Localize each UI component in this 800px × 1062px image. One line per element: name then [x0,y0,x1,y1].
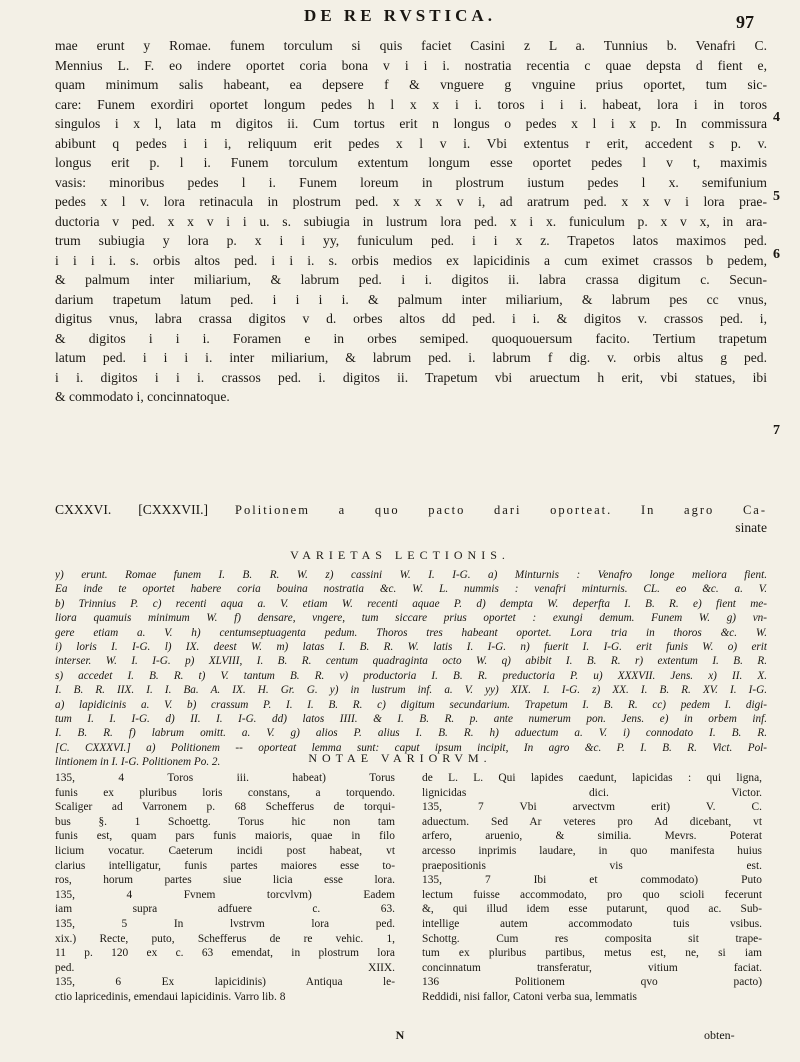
note-line: arcesso inprimis laudare, in quo manifesta huius [422,844,762,857]
text-line: & commodato i, concinnatoque. [55,389,230,404]
text-line: & palmum inter miliarium, & labrum ped. i i. digitos ii. labra crassa digitum c. Secun- [55,272,767,287]
text-line: vasis: minoribus pedes l i. Funem loreum in plostrum iustum pedes l x. semifunium [55,174,767,190]
variant-line: I. B. R. f) labrum omitt. a. V. g) alios P. alius I. B. R. h) aduectum a. V. i) connodato I. B. R. [55,727,767,740]
variant-line: y) erunt. Romae funem I. B. R. W. z) cassini W. I. I-G. a) Minturnis : Venafro longe meliora fient. [55,569,767,581]
note-line: aduectum. Sed Ar veteres pro Ad dicebant, vt [422,815,762,828]
variant-line: gere etiam a. V. h) centumseptuagenta pedum. Thoros tres habeant oportet. Lora tria in thoros &c. W. [55,626,767,639]
note-line: clarius intelligatur, funis partes maiores esse to- [55,859,395,872]
note-line: 135, 7 Vbi arvectvm erit) V. C. [422,801,762,814]
text-line: Mennius L. F. eo indere oportet coria bona v i i i. nostratia recentia c quae depsta d fient e, [55,57,767,73]
notes-heading: NOTAE VARIORVM. [308,751,492,765]
note-line: lignicidas dici. Victor. [422,786,762,799]
note-line: 135, 4 Toros iii. habeat) Torus [55,772,395,784]
text-line: longus erit p. l i. Funem torculum extentum longum esse oportet pedes l v t, maximis [55,155,767,170]
text-line: darium trapetum latum ped. i i i i. & palmum inter miliarium, & labrum pes cc vnus, [55,291,767,307]
note-line: xix.) Recte, puto, Schefferus de re vehic. 1, [55,932,395,945]
variant-readings [55,568,767,769]
variant-line: b) Trinnius P. c) recenti aqua a. V. etiam W. recenti aquae P. d) dempta W. deperfta I. B. R. e) fient me- [55,597,767,610]
note-line: 135, 6 Ex lapicidinis) Antiqua le- [55,976,395,989]
section-opening: Politionem a quo pacto dari oporteat. In agro Ca- [235,503,768,517]
variant-line: a) lapidicinis a. V. b) crassum P. I. I. B. R. c) digitum secundarium. Trapetum I. B. R. cc) pedem I. digi- [55,698,767,711]
note-line: 135, 5 In lvstrvm lora ped. [55,917,395,930]
text-line: & digitos i i i. Foramen e in orbes semiped. quoquouersum facito. Tertium trapetum [55,330,767,346]
variants-heading: VARIETAS LECTIONIS. [290,548,510,562]
note-line: funis ex pluribus loris constans, a torquendo. [55,786,395,799]
variant-line: Ea inde te oportet habere coria bouina nostratia &c. W. L. nummis : venafri minturnis. CL. eo &c. a. V. [55,583,767,596]
note-line: 136 Politionem qvo pacto) [422,976,762,989]
text-line: i i. digitos i i i. crassos ped. i. digitos ii. Trapetum vbi aruectum h erit, vbi statues, ibi [55,369,767,385]
text-line: trum subiugia y lora p. x i i yy, funiculum ped. i i x z. Trapetos latos maximos ped. [55,233,767,248]
running-title: DE RE RVSTICA. [304,6,496,25]
section-heading [55,500,767,521]
variant-line: tum I. I. I-G. d) II. I. I-G. dd) latos IIII. & I. B. R. p. ante numerum pon. Jens. e) in orbem inf. [55,712,767,725]
margin-line-number: 4 [773,110,780,125]
note-line: intellige autem accommodato tuis vsibus. [422,917,762,930]
text-line: quam minimum salis habeant, ea depsere f & vnguere g vnguine prius oportet, tum sic- [55,77,767,92]
note-line: lectum fuisse accommodato, pro quo scioli fecerunt [422,888,762,901]
note-line: concinnatum transferatur, vitium faciat. [422,961,762,974]
variant-line: s) accedet I. B. R. t) V. tantum B. R. v) productoria I. B. R. preductoria P. u) XXXVII. Jens. x) II. X. [55,669,767,682]
section-continuation: sinate [735,520,767,535]
margin-line-number: 6 [773,247,780,262]
note-line: funis est, quam pars funis maioris, quae in filo [55,830,395,843]
text-line: pedes x l v. lora retinacula in plostrum ped. x x x v i, ad aratrum ped. x x v i lora prae- [55,194,767,209]
variant-line: I. B. R. IIX. I. I. Ba. A. IX. H. Gr. G. y) in lustrum inf. a. V. yy) XIX. I. I-G. z) XX. I. B. R. XV. I. I-G. [55,684,767,697]
note-line: tum ex pluribus partibus, metus est, ne, si iam [422,947,762,960]
note-line: de L. L. Qui lapides caedunt, lapicidas : qui ligna, [422,772,762,784]
margin-line-number: 7 [773,423,780,438]
variant-line: i) loris I. I-G. l) IX. deest W. m) latas I. B. R. W. latis I. I-G. n) fuerit I. I-G. erit funis W. o) erit [55,640,767,653]
note-line: ros, horum partes siue licia esse lora. [55,874,395,887]
margin-line-number: 5 [773,189,780,204]
note-line: Reddidi, nisi fallor, Catoni verba sua, lemmatis [422,990,637,1003]
note-line: praepositionis vis est. [422,859,762,872]
notes-left-column [55,771,395,1005]
note-line: iam supra adfuere c. 63. [55,903,395,916]
note-line: Scaliger ad Varronem p. 68 Schefferus de torqui- [55,801,395,814]
text-line: singulos i x l, lata m digitos ii. Cum tortus erit n longus o pedes x l i x p. In commissura [55,116,767,131]
page-number: 97 [736,12,754,32]
variant-line: interser. W. I. I-G. p) XLVIII, I. B. R. centum quadraginta octo W. q) abibit I. B. R. r) extentum I. B. R. [55,655,767,668]
text-line: ductoria v ped. x x v i i u. s. subiugia in lustrum lora ped. x i x. funiculum p. x v x, in ara- [55,213,767,229]
note-line: Schottg. Cum res composita sit trape- [422,932,762,945]
note-line: bus §. 1 Schoettg. Torus hic non tam [55,815,395,828]
text-line: care: Funem exordiri oportet longum pedes h l x x i i. toros i i i. habeat, lora i in toros [55,96,767,112]
note-line: &, qui illud idem esse putarunt, quod ac. Sub- [422,903,762,916]
note-line: ped. XIIX. [55,961,395,974]
catchword: obten- [704,1028,735,1042]
note-line: 135, 4 Fvnem torcvlvm) Eadem [55,888,395,901]
note-line: licium vocatur. Caeterum incidi post habeat, vt [55,844,395,857]
note-line: 135, 7 Ibi et commodato) Puto [422,874,762,887]
section-number: CXXXVI. [CXXXVII.] [55,502,209,517]
note-line: 11 p. 120 ex c. 63 emendat, in plostrum lora [55,947,395,960]
variant-line: liora quamuis minimum W. f) densare, vngere, tum siccare prius oportet : exungi demum. Funem W. g) vn- [55,612,767,625]
text-line: i i i i. s. orbis altos ped. i i i. s. orbis medios ex lapicidinis a cum eximet crassos b pedem, [55,252,767,268]
main-text-block [55,36,767,407]
note-line: ctio lapricedinis, emendaui lapicidinis. Varro lib. 8 [55,990,286,1003]
signature-mark: N [395,1028,405,1042]
text-line: mae erunt y Romae. funem torculum si quis faciet Casini z L a. Tunnius b. Venafri C. [55,38,767,53]
text-line: abibunt q pedes i i i, reliquum erit pedes x l v i. Vbi extentus r erit, accedent s p. v. [55,135,767,151]
notes-right-column [422,771,762,1005]
text-line: latum ped. i i i i. inter miliarium, & labrum ped. i. labrum f dig. v. orbis altus g ped. [55,350,767,365]
variant-line: [C. CXXXVI.] a) Politionem -- oporteat lemma sunt: caput ipsum incipit, In agro &c. P. I. B. R. Vict. Pol- [55,741,767,754]
note-line: arfero, aruenio, & similia. Mevrs. Poterat [422,830,762,843]
text-line: digitus vnus, labra crassa digitos v d. orbes altos dd ped. i i. & digitos v. crassos ped. i, [55,311,767,326]
variant-line: lintionem in I. I-G. Politionem Po. 2. [55,756,221,769]
